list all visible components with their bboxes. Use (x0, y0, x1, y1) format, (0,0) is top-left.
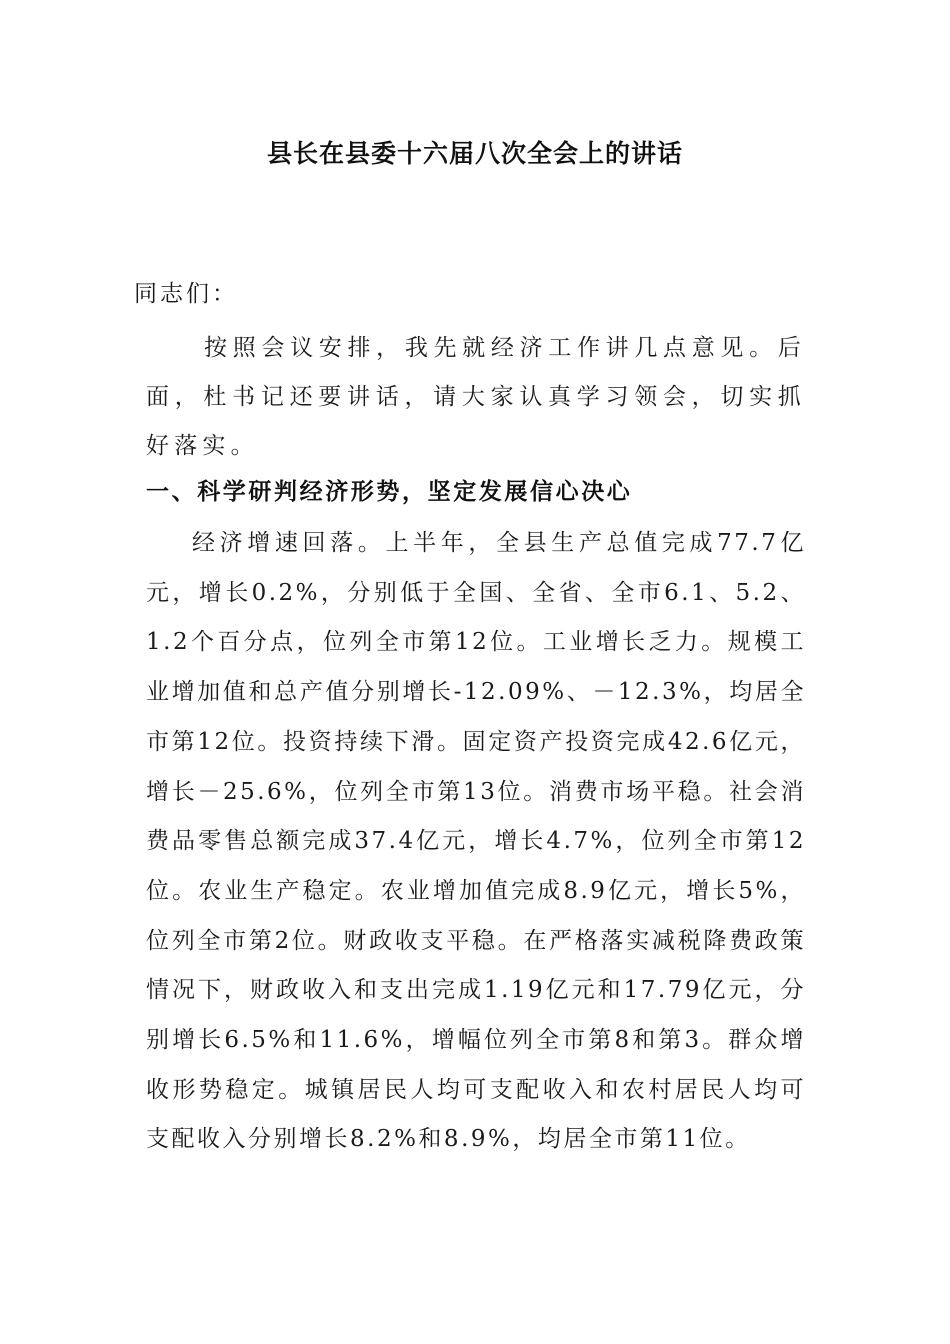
section-paragraph: 经济增速回落。上半年，全县生产总值完成77.7亿元，增长0.2%，分别低于全国、全省、全市6.1、5.2、1.2个百分点，位列全市第12位。工业增长乏力。规模工业增加值和总产值分别增长-12.09%、－12.3%，均居全市第12位。投资持续下滑。固定资产投资完成42.6亿元，增长－25.6%，位列全市第13位。消费市场平稳。社会消费品零售总额完成37.4亿元，增长4.7%，位列全市第12位。农业生产稳定。农业增加值完成8.9亿元，增长5%，位列全市第2位。财政收支平稳。在严格落实减税降费政策情况下，财政收入和支出完成1.19亿元和17.79亿元，分别增长6.5%和11.6%，增幅位列全市第8和第3。群众增收形势稳定。城镇居民人均可支配收入和农村居民人均可支配收入分别增长8.2%和8.9%，均居全市第11位。 (146, 530, 806, 1153)
salutation: 同志们： (134, 281, 238, 307)
document-title: 县长在县委十六届八次全会上的讲话 (266, 139, 683, 168)
intro-paragraph: 按照会议安排，我先就经济工作讲几点意见。后面，杜书记还要讲话，请大家认真学习领会，切实抓好落实。 (146, 335, 806, 459)
section-heading: 一、科学研判经济形势，坚定发展信心决心 (146, 478, 633, 505)
